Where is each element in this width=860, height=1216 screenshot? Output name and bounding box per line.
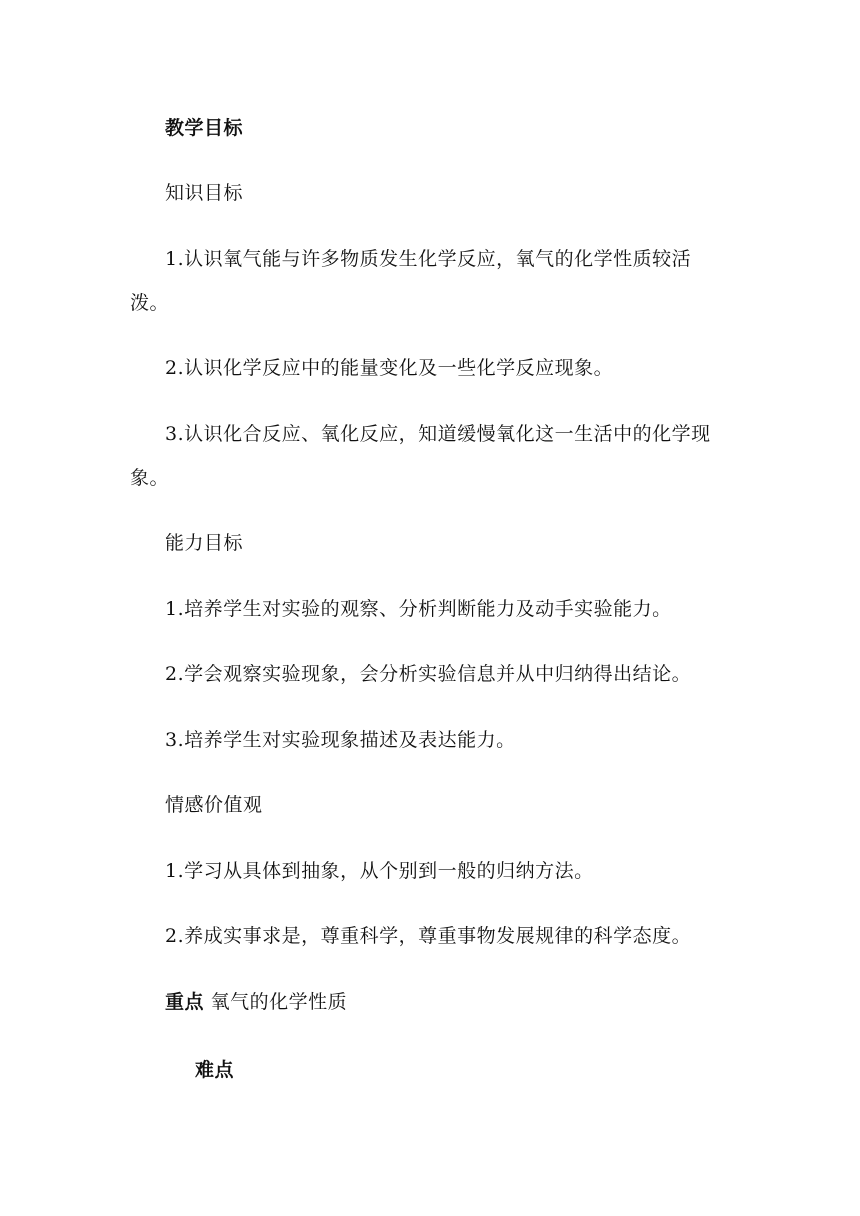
emotion-item-2: 2.养成实事求是，尊重科学，尊重事物发展规律的科学态度。 [165,925,692,947]
ability-item-1: 1.培养学生对实验的观察、分析判断能力及动手实验能力。 [165,598,672,620]
knowledge-item-3: 3.认识化合反应、氧化反应，知道缓慢氧化这一生活中的化学现 [165,423,711,445]
ability-item-2: 2.学会观察实验现象，会分析实验信息并从中归纳得出结论。 [165,663,692,685]
knowledge-item-3-continued: 象。 [130,467,170,489]
ability-title: 能力目标 [165,532,244,554]
emotion-title: 情感价值观 [165,794,263,816]
key-point-text: 氧气的化学性质 [210,991,348,1013]
emotion-item-1: 1.学习从具体到抽象，从个别到一般的归纳方法。 [165,860,594,882]
doc-heading: 教学目标 [165,117,244,139]
knowledge-title: 知识目标 [165,182,244,204]
knowledge-item-2: 2.认识化学反应中的能量变化及一些化学反应现象。 [165,357,614,379]
key-point-label: 重点 [165,991,205,1013]
ability-item-3: 3.培养学生对实验现象描述及表达能力。 [165,729,516,751]
key-point-line [165,990,347,1014]
knowledge-item-1-continued: 泼。 [130,292,170,314]
difficulty-label: 难点 [195,1059,235,1081]
knowledge-item-1: 1.认识氧气能与许多物质发生化学反应，氧气的化学性质较活 [165,248,692,270]
